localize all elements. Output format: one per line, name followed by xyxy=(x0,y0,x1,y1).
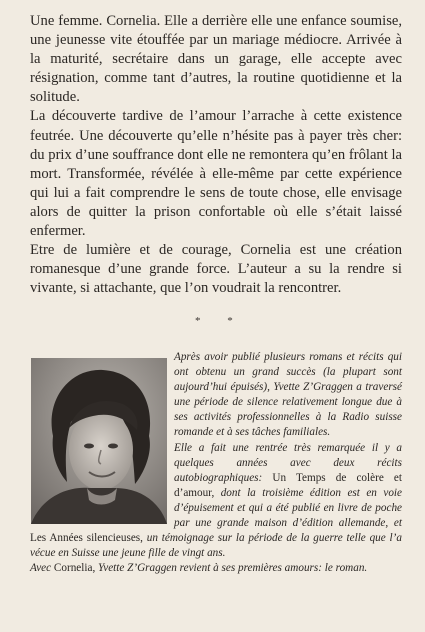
bio-paragraph: Après avoir publié plusieurs romans et récits qui ont obtenu un grand succès (la plupart sont aujourd’hui épuisés), Yvette Z’Graggen a traversé une période de silence relativement longue due à ses activités professionnelles à la Radio suisse romande et à ses tâches familiales. xyxy=(174,351,402,439)
book-blurb xyxy=(30,12,402,298)
author-biography xyxy=(30,350,402,576)
bio-paragraph: Elle a fait une rentrée très remarquée il y a quelques années avec deux récits autobiographiques: Un Temps de colère et d’amour, dont la troisième édition est en voie d’épuisement et qui a été publié en livre de poche par une grande maison d’édition allemande, et Les Années silencieuses, un témoignage sur la période de la guerre telle que l’a vécue en Suisse une jeune fille de vingt ans. xyxy=(30,441,402,560)
book-title: Cornelia, xyxy=(53,562,96,575)
blurb-paragraph: Une femme. Cornelia. Elle a derrière elle une enfance soumise, une jeunesse vite étouffée par un mariage médiocre. Arrivée à la maturité, secrétaire dans un garage, elle accepte avec résignation, comme tant d’autres, la routine quotidienne et la solitude. xyxy=(30,13,402,106)
separator-ornament: * * xyxy=(195,315,245,327)
blurb-paragraph: La découverte tardive de l’amour l’arrache à cette existence feutrée. Une découverte qu’elle n’hésite pas à payer très cher: du prix d’une souffrance dont elle ne remontera qu’en frôlant la mort. Transformée, révélée à elle-même par cette expérience qui lui a fait comprendre le sens de toute chose, elle envisage alors de quitter la prison confortable où elle s’était laissé enfermer. xyxy=(30,108,402,240)
book-title: Les Années silencieuses, xyxy=(30,532,143,545)
bio-paragraph: Avec Cornelia, Yvette Z’Graggen revient à ses premières amours: le roman. xyxy=(30,562,368,575)
book-title: Un Temps de colère et d’amour, xyxy=(174,471,402,499)
blurb-paragraph: Etre de lumière et de courage, Cornelia est une création romanesque d’une grande force. L’auteur a su la rendre si vivante, si attachante, que l’on voudrait la rencontrer. xyxy=(30,242,402,297)
